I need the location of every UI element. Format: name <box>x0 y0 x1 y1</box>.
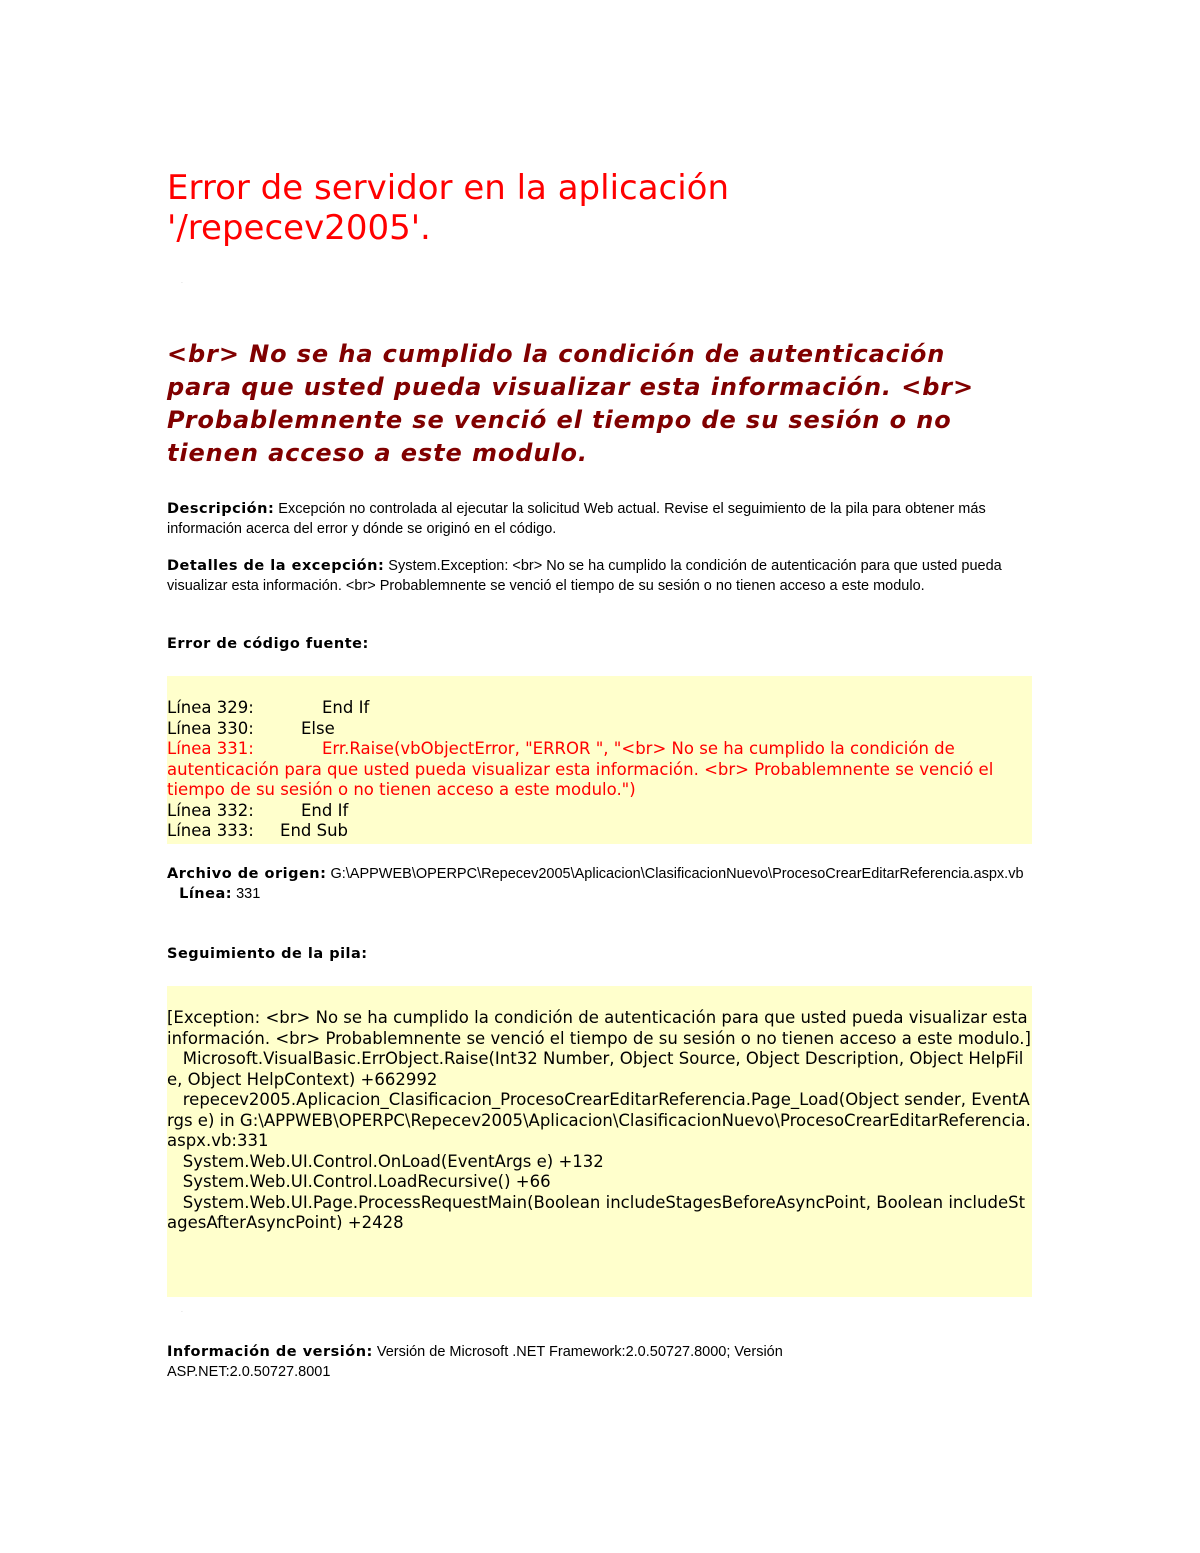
source-file-section <box>167 864 1029 904</box>
exception-details-section <box>167 556 1027 596</box>
source-line: Línea 329: End If <box>167 698 370 717</box>
version-info-label: Información de versión: <box>167 1344 373 1360</box>
source-error-heading <box>167 634 1027 654</box>
description-text: Excepción no controlada al ejecutar la solicitud Web actual. Revise el seguimiento de la pila para obtener más información acerca del error y dónde se originó en el código. <box>167 501 986 537</box>
source-file-label: Archivo de origen: <box>167 866 327 882</box>
line-label: Línea: <box>179 886 233 902</box>
source-error-label: Error de código fuente: <box>167 636 369 652</box>
stack-trace-label: Seguimiento de la pila: <box>167 946 368 962</box>
source-line: Línea 330: Else <box>167 718 335 738</box>
stack-trace-text: [Exception: <br> No se ha cumplido la condición de autenticación para que usted pueda visualizar esta información. <br> Probablemnente se venció el tiempo de su sesión o no tienen acceso a este modulo.] Microsoft.VisualBasic.ErrObject.Raise(Int32 Number, Object Source, Object Description, Object HelpFile, Object HelpContext) +662992 repecev2005.Aplicacion_Clasificacion_ProcesoCrearEditarReferencia.Page_Load(Object sender, EventArgs e) in G:\APPWEB\OPERPC\Repecev2005\Aplicacion\ClasificacionNuevo\ProcesoCrearEditarReferencia.aspx.vb:331 System.Web.UI.Control.OnLoad(EventArgs e) +132 System.Web.UI.Control.LoadRecursive() +66 System.Web.UI.Page.ProcessRequestMain(Boolean includeStagesBeforeAsyncPoint, Boolean includeStagesAfterAsyncPoint) +2428 <box>167 1008 1031 1232</box>
horizontal-rule-marker: · <box>181 1309 183 1316</box>
version-info-text: Versión de Microsoft .NET Framework:2.0.50727.8000; Versión ASP.NET:2.0.50727.8001 <box>167 1344 783 1380</box>
horizontal-rule-marker: · <box>181 280 183 287</box>
description-label: Descripción: <box>167 501 275 517</box>
error-message: <br> No se ha cumplido la condición de autenticación para que usted pueda visualizar esta información. <br> Probablemnente se venció el tiempo de su sesión o no tienen acceso a este modulo. <box>167 340 975 467</box>
stack-trace-heading <box>167 944 1027 964</box>
source-line-error: Línea 331: Err.Raise(vbObjectError, "ERROR ", "<br> No se ha cumplido la condición de autenticación para que usted pueda visualizar esta información. <br> Probablemnente se venció el tiempo de su sesión o no tienen acceso a este modulo.") <box>167 739 999 799</box>
source-line: Línea 333: End Sub <box>167 821 349 840</box>
source-line: Línea 332: End If <box>167 800 349 820</box>
version-info-section <box>167 1342 887 1382</box>
page-title-line1: Error de servidor en la aplicación <box>167 168 730 208</box>
page-title <box>167 168 1032 248</box>
exception-details-text: System.Exception: <br> No se ha cumplido la condición de autenticación para que usted pueda visualizar esta información. <br> Probablemnente se venció el tiempo de su sesión o no tienen acceso a este modulo. <box>167 558 1002 594</box>
page-title-line2: '/repecev2005'. <box>167 208 431 248</box>
stack-trace-block <box>167 986 1032 1297</box>
source-code-block <box>167 676 1032 844</box>
exception-details-label: Detalles de la excepción: <box>167 558 385 574</box>
error-page <box>167 168 1032 1380</box>
source-file-path: G:\APPWEB\OPERPC\Repecev2005\Aplicacion\ClasificacionNuevo\ProcesoCrearEditarReferencia.aspx.vb <box>330 866 1024 882</box>
line-number: 331 <box>236 886 261 902</box>
description-section <box>167 499 1027 539</box>
